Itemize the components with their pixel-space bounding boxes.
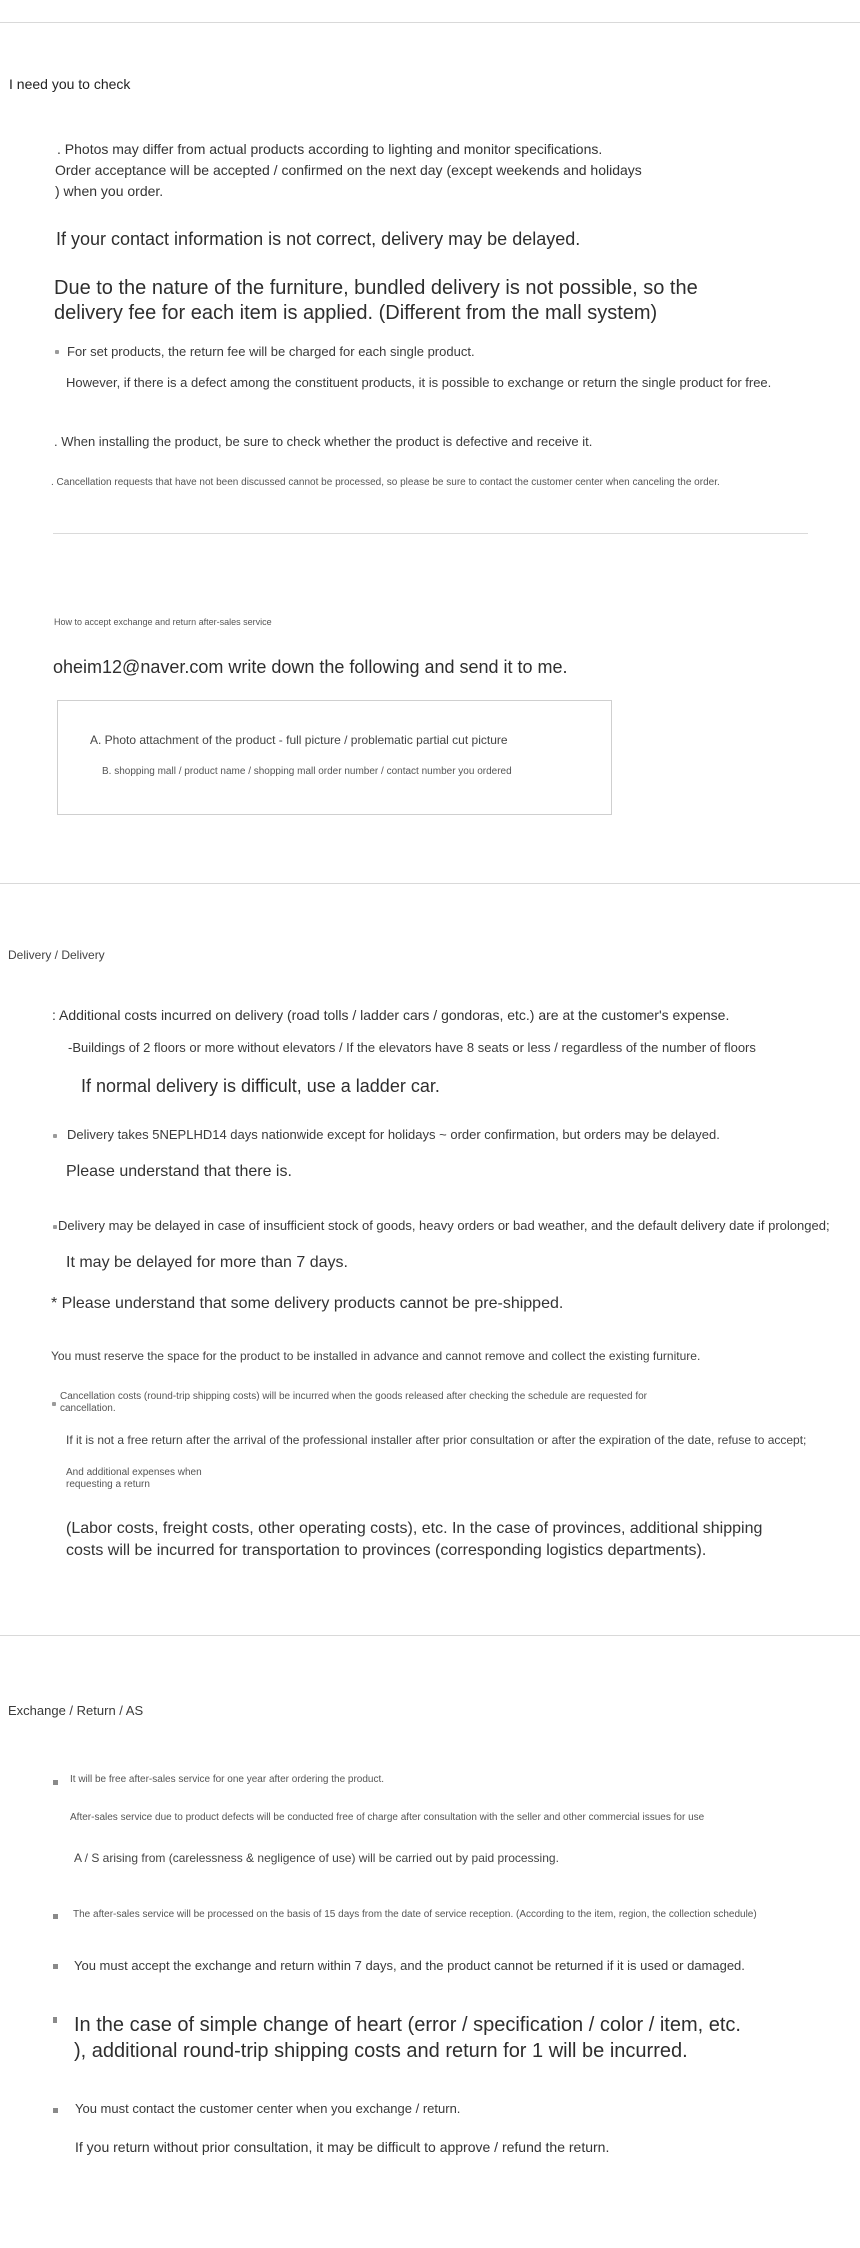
bullet-icon: [53, 1225, 57, 1229]
exchange-free-service: It will be free after-sales service for one year after ordering the product.: [70, 1774, 385, 1785]
delivery-cancellation-costs: Cancellation costs (round-trip shipping costs) will be incurred when the goods released after checking the schedule are requested for cancellation.: [60, 1391, 647, 1414]
delivery-delay-note: Delivery may be delayed in case of insufficient stock of goods, heavy orders or bad weather, and the default delivery date if prolonged;: [58, 1218, 830, 1233]
delivery-additional-expenses: And additional expenses when requesting a return: [66, 1467, 202, 1490]
bullet-icon: [53, 1914, 58, 1919]
bullet-icon: [53, 1780, 58, 1785]
bullet-icon: [53, 1134, 57, 1138]
delivery-days-note: Delivery takes 5NEPLHD14 days nationwide except for holidays ~ order confirmation, but orders may be delayed.: [67, 1127, 720, 1142]
delivery-preshipped-note: * Please understand that some delivery products cannot be pre-shipped.: [51, 1295, 564, 1312]
after-sales-info-box: [57, 700, 612, 815]
check-cancellation-note: . Cancellation requests that have not been discussed cannot be processed, so please be sure to contact the customer center when canceling the order.: [51, 477, 720, 488]
bullet-icon: [52, 1402, 56, 1406]
check-set-products-note: For set products, the return fee will be charged for each single product.: [67, 344, 475, 359]
section-divider: [53, 533, 808, 534]
exchange-change-of-heart-line2: ), additional round-trip shipping costs and return for 1 will be incurred.: [74, 2040, 688, 2062]
bullet-icon: [53, 2017, 57, 2023]
delivery-buildings-note: -Buildings of 2 floors or more without elevators / If the elevators have 8 seats or less / regardless of the number of floors: [68, 1040, 756, 1055]
check-installing-note: . When installing the product, be sure to check whether the product is defective and receive it.: [54, 434, 593, 449]
top-divider: [0, 22, 860, 23]
check-bundled-delivery-line2: delivery fee for each item is applied. (Different from the mall system): [54, 302, 658, 324]
exchange-defect-service: After-sales service due to product defects will be conducted free of charge after consultation with the seller and other commercial issues for use: [70, 1812, 705, 1823]
bullet-icon: [53, 1964, 58, 1969]
check-heading: I need you to check: [9, 76, 131, 92]
delivery-reserve-space-note: You must reserve the space for the product to be installed in advance and cannot remove and collect the existing furniture.: [51, 1349, 701, 1363]
after-sales-heading: How to accept exchange and return after-sales service: [54, 617, 272, 627]
bullet-icon: [53, 2108, 58, 2113]
check-bundled-delivery-line1: Due to the nature of the furniture, bundled delivery is not possible, so the: [54, 277, 698, 299]
delivery-seven-days-note: It may be delayed for more than 7 days.: [66, 1254, 348, 1271]
delivery-heading: Delivery / Delivery: [8, 948, 105, 962]
after-sales-item-a: A. Photo attachment of the product - full picture / problematic partial cut picture: [90, 733, 508, 747]
exchange-fifteen-days: The after-sales service will be processed on the basis of 15 days from the date of service reception. (According to the item, region, the collection schedule): [73, 1909, 757, 1920]
after-sales-email-line: oheim12@naver.com write down the following and send it to me.: [53, 657, 568, 677]
delivery-labor-costs-line1: (Labor costs, freight costs, other operating costs), etc. In the case of provinces, additional shipping: [66, 1520, 763, 1537]
bullet-icon: [55, 350, 59, 354]
check-defect-exchange-note: However, if there is a defect among the constituent products, it is possible to exchange or return the single product for free.: [66, 375, 772, 390]
delivery-free-return-note: If it is not a free return after the arrival of the professional installer after prior consultation or after the expiration of the date, refuse to accept;: [66, 1433, 807, 1447]
delivery-ladder-car-note: If normal delivery is difficult, use a ladder car.: [81, 1076, 440, 1096]
check-contact-info-note: If your contact information is not correct, delivery may be delayed.: [56, 229, 581, 249]
exchange-heading: Exchange / Return / AS: [8, 1703, 144, 1718]
delivery-labor-costs-line2: costs will be incurred for transportation to provinces (corresponding logistics departments).: [66, 1542, 707, 1559]
check-order-acceptance-cont: ) when you order.: [55, 183, 164, 199]
exchange-seven-days: You must accept the exchange and return within 7 days, and the product cannot be returned if it is used or damaged.: [74, 1958, 745, 1973]
after-sales-item-b: B. shopping mall / product name / shopping mall order number / contact number you ordered: [102, 766, 512, 777]
check-photos-note: . Photos may differ from actual products according to lighting and monitor specifications.: [57, 141, 603, 157]
delivery-additional-costs: : Additional costs incurred on delivery (road tolls / ladder cars / gondoras, etc.) are at the customer's expense.: [52, 1007, 730, 1023]
exchange-paid-processing: A / S arising from (carelessness & negligence of use) will be carried out by paid processing.: [74, 1851, 559, 1865]
section-divider: [0, 883, 860, 884]
exchange-prior-consultation: If you return without prior consultation, it may be difficult to approve / refund the return.: [75, 2139, 610, 2155]
section-divider: [0, 1635, 860, 1636]
check-order-acceptance: Order acceptance will be accepted / confirmed on the next day (except weekends and holidays: [55, 162, 642, 178]
exchange-contact-center: You must contact the customer center when you exchange / return.: [75, 2101, 461, 2116]
exchange-change-of-heart-line1: In the case of simple change of heart (error / specification / color / item, etc.: [74, 2014, 741, 2036]
delivery-understand-note: Please understand that there is.: [66, 1163, 292, 1180]
